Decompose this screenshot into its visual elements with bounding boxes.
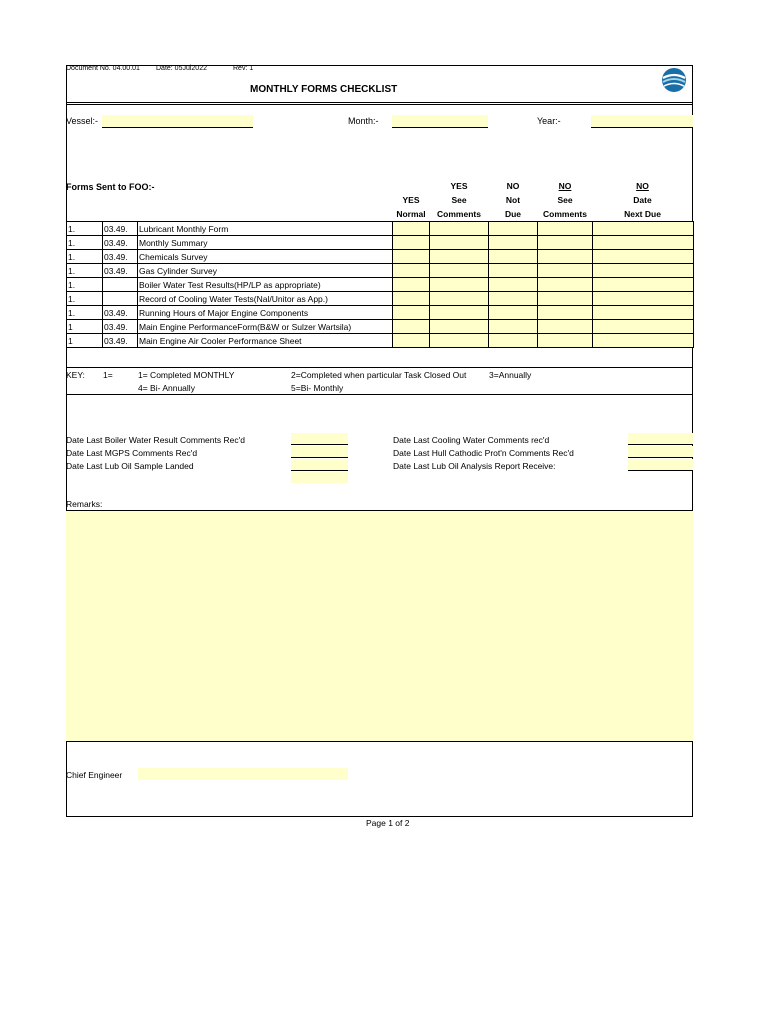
key-2: 2=Completed when particular Task Closed Out <box>291 370 467 380</box>
divider <box>66 104 693 105</box>
row-status-cell-3[interactable] <box>489 236 538 250</box>
row-key: 1. <box>67 306 103 320</box>
row-code <box>103 292 138 306</box>
key-5: 5=Bi- Monthly <box>291 383 344 393</box>
row-status-cell-1[interactable] <box>393 250 430 264</box>
row-code: 03.49. <box>103 264 138 278</box>
column-header-3-line-3: Due <box>504 209 522 219</box>
year-field[interactable] <box>591 115 693 128</box>
row-code <box>103 278 138 292</box>
row-code: 03.49. <box>103 236 138 250</box>
date-field-lub-oil-sample[interactable] <box>291 459 348 471</box>
row-form-name: Chemicals Survey <box>138 250 393 264</box>
row-code: 03.49. <box>103 334 138 348</box>
row-status-cell-5[interactable] <box>593 236 694 250</box>
document-revision: Rev: 1 <box>233 65 254 72</box>
date-label-lub-oil-analysis: Date Last Lub Oil Analysis Report Receive: <box>393 461 556 471</box>
row-key: 1. <box>67 278 103 292</box>
row-status-cell-3[interactable] <box>489 320 538 334</box>
row-status-cell-4[interactable] <box>538 306 593 320</box>
column-header-3-line-2: Not <box>505 195 521 205</box>
row-status-cell-2[interactable] <box>430 264 489 278</box>
row-form-name: Running Hours of Major Engine Components <box>138 306 393 320</box>
row-status-cell-4[interactable] <box>538 278 593 292</box>
table-row <box>67 278 694 292</box>
row-status-cell-4[interactable] <box>538 264 593 278</box>
row-status-cell-4[interactable] <box>538 334 593 348</box>
row-status-cell-3[interactable] <box>489 278 538 292</box>
row-status-cell-3[interactable] <box>489 334 538 348</box>
date-label-hull-cathodic: Date Last Hull Cathodic Prot'n Comments Rec'd <box>393 448 574 458</box>
key-1: 1= <box>103 370 113 380</box>
row-status-cell-3[interactable] <box>489 292 538 306</box>
month-label: Month:- <box>348 116 379 126</box>
row-key: 1 <box>67 334 103 348</box>
forms-table <box>66 221 694 348</box>
table-row <box>67 306 694 320</box>
column-header-2-line-1: YES <box>450 181 468 191</box>
row-status-cell-3[interactable] <box>489 306 538 320</box>
date-field-cooling-water[interactable] <box>628 433 693 445</box>
row-status-cell-1[interactable] <box>393 320 430 334</box>
row-form-name: Main Engine PerformanceForm(B&W or Sulzer Wartsila) <box>138 320 393 334</box>
column-header-2-line-2: See <box>451 195 467 205</box>
chief-engineer-signature-field[interactable] <box>138 768 348 780</box>
page-title: MONTHLY FORMS CHECKLIST <box>250 84 398 95</box>
row-key: 1. <box>67 250 103 264</box>
date-label-boiler-water: Date Last Boiler Water Result Comments Rec'd <box>66 435 245 445</box>
column-header-2-line-3: Comments <box>437 209 481 219</box>
row-status-cell-5[interactable] <box>593 264 694 278</box>
table-row <box>67 292 694 306</box>
row-code: 03.49. <box>103 222 138 236</box>
row-status-cell-2[interactable] <box>430 306 489 320</box>
column-header-1-line-3: Normal <box>396 209 426 219</box>
row-status-cell-1[interactable] <box>393 278 430 292</box>
table-row <box>67 250 694 264</box>
row-key: 1. <box>67 264 103 278</box>
row-status-cell-5[interactable] <box>593 320 694 334</box>
row-status-cell-1[interactable] <box>393 222 430 236</box>
row-key: 1. <box>67 236 103 250</box>
page-number: Page 1 of 2 <box>366 818 410 828</box>
row-status-cell-1[interactable] <box>393 334 430 348</box>
row-form-name: Boiler Water Test Results(HP/LP as appropriate) <box>138 278 393 292</box>
table-row <box>67 320 694 334</box>
table-row <box>67 334 694 348</box>
row-status-cell-2[interactable] <box>430 222 489 236</box>
date-label-mgps: Date Last MGPS Comments Rec'd <box>66 448 198 458</box>
date-label-cooling-water: Date Last Cooling Water Comments rec'd <box>393 435 550 445</box>
column-header-5-line-3: Next Due <box>624 209 661 219</box>
vessel-label: Vessel:- <box>66 116 99 126</box>
table-row <box>67 236 694 250</box>
column-header-4-line-2: See <box>557 195 573 205</box>
forms-section-label: Forms Sent to FOO:- <box>66 182 155 192</box>
row-form-name: Gas Cylinder Survey <box>138 264 393 278</box>
date-field-mgps[interactable] <box>291 446 348 458</box>
row-status-cell-2[interactable] <box>430 320 489 334</box>
row-status-cell-5[interactable] <box>593 306 694 320</box>
row-code: 03.49. <box>103 250 138 264</box>
row-status-cell-4[interactable] <box>538 250 593 264</box>
month-field[interactable] <box>392 115 488 128</box>
row-status-cell-4[interactable] <box>538 222 593 236</box>
remarks-label: Remarks: <box>66 499 103 509</box>
key-3: 3=Annually <box>489 370 532 380</box>
table-row <box>67 264 694 278</box>
row-form-name: Record of Cooling Water Tests(Nal/Unitor as App.) <box>138 292 393 306</box>
column-header-3-line-1: NO <box>506 181 520 191</box>
key-1-description: 1= Completed MONTHLY <box>138 370 235 380</box>
row-key: 1 <box>67 320 103 334</box>
row-status-cell-5[interactable] <box>593 278 694 292</box>
row-key: 1. <box>67 222 103 236</box>
row-form-name: Main Engine Air Cooler Performance Sheet <box>138 334 393 348</box>
divider <box>66 102 693 103</box>
date-field-hull-cathodic[interactable] <box>628 446 693 458</box>
row-status-cell-2[interactable] <box>430 278 489 292</box>
row-status-cell-2[interactable] <box>430 250 489 264</box>
row-code: 03.49. <box>103 306 138 320</box>
column-header-1-line-2: YES <box>402 195 420 205</box>
row-status-cell-2[interactable] <box>430 236 489 250</box>
row-key: 1. <box>67 292 103 306</box>
row-status-cell-1[interactable] <box>393 236 430 250</box>
column-header-4-line-1: NO <box>558 181 572 191</box>
year-label: Year:- <box>537 116 561 126</box>
row-form-name: Lubricant Monthly Form <box>138 222 393 236</box>
row-status-cell-5[interactable] <box>593 292 694 306</box>
row-status-cell-2[interactable] <box>430 292 489 306</box>
row-form-name: Monthly Summary <box>138 236 393 250</box>
row-code: 03.49. <box>103 320 138 334</box>
row-status-cell-5[interactable] <box>593 222 694 236</box>
row-status-cell-4[interactable] <box>538 236 593 250</box>
row-status-cell-5[interactable] <box>593 334 694 348</box>
table-row <box>67 222 694 236</box>
row-status-cell-1[interactable] <box>393 292 430 306</box>
document-date: Date: 05Jul2022 <box>156 65 207 72</box>
document-number: Document No. 04.00.01 <box>66 65 140 72</box>
row-status-cell-2[interactable] <box>430 334 489 348</box>
row-status-cell-3[interactable] <box>489 264 538 278</box>
row-status-cell-3[interactable] <box>489 250 538 264</box>
date-field-extra[interactable] <box>291 472 348 483</box>
row-status-cell-3[interactable] <box>489 222 538 236</box>
chief-engineer-label: Chief Engineer <box>66 770 123 780</box>
row-status-cell-4[interactable] <box>538 320 593 334</box>
row-status-cell-1[interactable] <box>393 306 430 320</box>
date-field-lub-oil-analysis[interactable] <box>628 459 693 471</box>
row-status-cell-4[interactable] <box>538 292 593 306</box>
remarks-textarea[interactable] <box>66 510 693 742</box>
key-4: 4= Bi- Annually <box>138 383 195 393</box>
date-field-boiler-water[interactable] <box>291 433 348 445</box>
company-logo-icon <box>660 67 688 93</box>
row-status-cell-1[interactable] <box>393 264 430 278</box>
divider <box>66 367 693 368</box>
column-header-4-line-3: Comments <box>543 209 587 219</box>
column-header-5-line-1: NO <box>636 181 649 191</box>
key-label: KEY: <box>66 370 85 380</box>
row-status-cell-5[interactable] <box>593 250 694 264</box>
divider <box>66 394 693 395</box>
column-header-5-line-2: Date <box>633 195 652 205</box>
vessel-field[interactable] <box>102 115 253 128</box>
date-label-lub-oil-sample: Date Last Lub Oil Sample Landed <box>66 461 194 471</box>
